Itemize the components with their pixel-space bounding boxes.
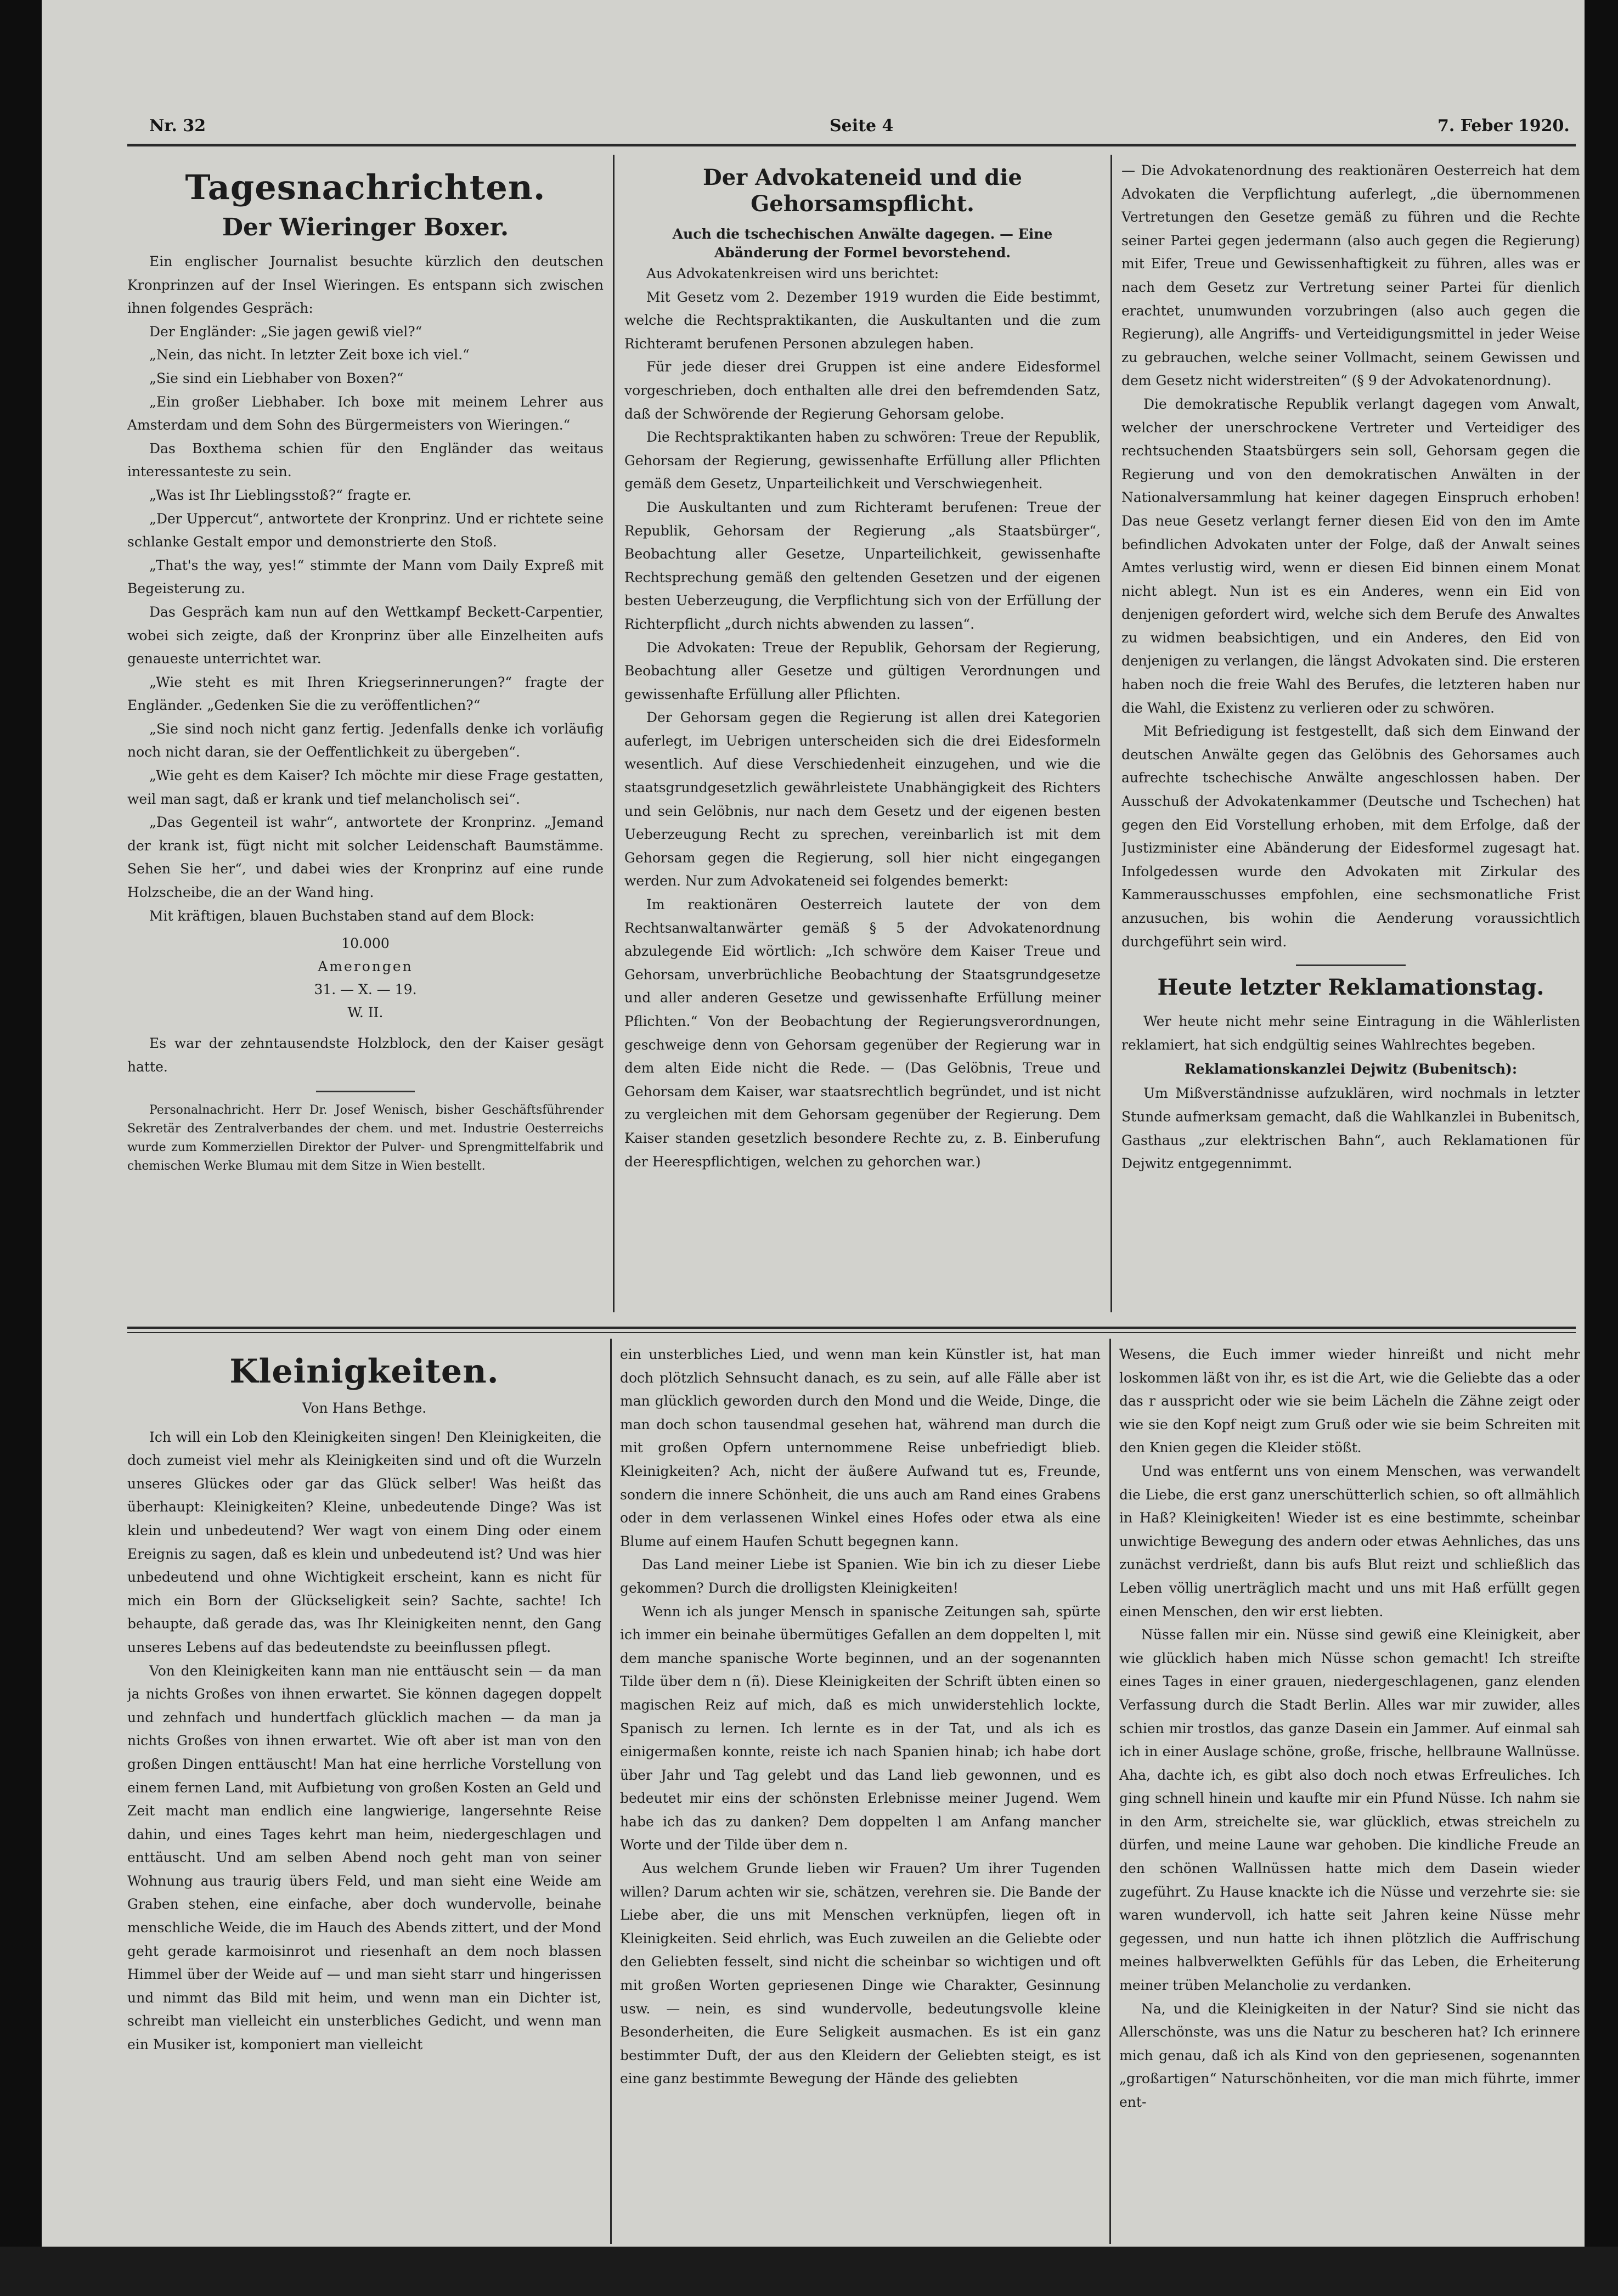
paragraph: Und was entfernt uns von einem Menschen, was verwandelt die Liebe, die erst ganz unerschütterlich schien, so oft allmählich in Haß? Kleinigkeiten! Wieder ist es eine bestimmte, scheinbar unwichtige Bewegung des andern oder etwas Aehnliches, das uns zunächst verdrießt, dann bis aufs Blut reizt und schließlich das Leben völlig unerträglich macht und uns mit Haß erfüllt gegen einen Menschen, den wir erst liebten. [1119, 1463, 1580, 1620]
paragraph: Mit Gesetz vom 2. Dezember 1919 wurden die Eide bestimmt, welche die Rechtspraktikanten, die Auskultanten und die zum Richteramt berufenen Personen abzulegen haben. [624, 289, 1101, 352]
divider [1296, 964, 1406, 966]
paragraph: Der Gehorsam gegen die Regierung ist allen drei Kategorien auferlegt, im Uebrigen unterscheiden sich die drei Eidesformeln wesentlich. Auf diese Verschiedenheit einzugehen, und wie die staatsgrundgesetzlich gewährleistete Unabhängigkeit des Richters und sein Gelöbnis, nur nach dem Gesetz und der eigenen besten Ueberzeugung Recht zu sprechen, vereinbarlich ist mit dem Gehorsam gegen die Regierung, soll hier nicht eingegangen werden. Nur zum Advokateneid sei folgendes bemerkt: [624, 709, 1101, 889]
paragraph: Von den Kleinigkeiten kann man nie enttäuscht sein — da man ja nichts Großes von ihnen erwartet. Sie können dagegen doppelt und zehnfach und hundertfach glücklich machen — da man ja nichts Großes von ihnen erwartet. Wie oft aber ist man von den großen Dingen enttäuscht! Man hat eine herrliche Vorstellung von einem fernen Land, mit Aufbietung von großen Kosten an Geld und Zeit macht man endlich eine langwierige, langersehnte Reise dahin, und eines Tages kehrt man heim, niedergeschlagen und enttäuscht. Und am selben Abend noch geht man von seiner Wohnung aus traurig übers Feld, und man sieht eine Weide am Graben stehen, eine einfache, aber doch wundervolle, beinahe menschliche Weide, die im Hauch des Abends zittert, und der Mond geht gerade karmoisinrot und riesenhaft an dem noch blassen Himmel über der Weide auf — und man sieht starr und hingerissen und nimmt das Bild mit heim, und wenn man ein Dichter ist, schreibt man vielleicht ein unsterbliches Gedicht, und wenn man ein Musiker ist, komponiert man vielleicht [127, 1662, 601, 2053]
paragraph: Ein englischer Journalist besuchte kürzlich den deutschen Kronprinzen auf der Insel Wieringen. Es entspann sich zwischen ihnen folgendes Gespräch: [127, 253, 604, 317]
page-number: Seite 4 [830, 116, 894, 136]
column-rule [1109, 1339, 1111, 2244]
paragraph: Aus Advokatenkreisen wird uns berichtet: [646, 266, 939, 281]
paragraph: „Das Gegenteil ist wahr“, antwortete der Kronprinz. „Jemand der krank ist, fügt nicht mit solcher Leidenschaft Baumstämme. Sehen Sie her“, und dabei wies der Kronprinz auf eine runde Holzscheibe, die an der Wand hing. [127, 814, 604, 901]
section-rule [127, 1332, 1576, 1333]
inscription-line: 31. — X. — 19. [314, 981, 417, 998]
paragraph: „Wie steht es mit Ihren Kriegserinnerungen?“ fragte der Engländer. „Gedenken Sie die zu veröffentlichen?“ [127, 674, 604, 714]
paragraph: Die Rechtspraktikanten haben zu schwören: Treue der Republik, Gehorsam der Regierung, gewissenhafte Erfüllung aller Pflichten gemäß dem Gesetz, Unparteilichkeit und Verschwiegenheit. [624, 429, 1101, 492]
scan-edge-left [0, 0, 42, 2296]
divider [316, 1091, 415, 1092]
paragraph: — Die Advokatenordnung des reaktionären Oesterreich hat dem Advokaten die Verpflichtung auferlegt, „die übernommenen Vertretungen den Gesetze gemäß zu führen und die Rechte seiner Partei gegen jedermann (also auch gegen die Regierung) mit Eifer, Treue und Gewissenhaftigkeit zu führen, alles was er nach dem Gesetz zur Vertretung seiner Partei für dienlich erachtet, unumwunden vorzubringen (also auch gegen die Regierung), alle Angriffs- und Verteidigungsmittel in jeder Weise zu gebrauchen, welche seiner Vollmacht, seinem Gewissen und dem Gesetz nicht widerstreiten“ (§ 9 der Advokatenordnung). [1121, 162, 1580, 389]
paragraph: „Der Uppercut“, antwortete der Kronprinz. Und er richtete seine schlanke Gestalt empor und demonstrierte den Stoß. [127, 510, 604, 550]
article-subtitle: Auch die tschechischen Anwälte dagegen. — Eine Abänderung der Formel bevorstehend. [672, 226, 1053, 261]
paragraph: Mit kräftigen, blauen Buchstaben stand auf dem Block: [149, 907, 535, 924]
paragraph: „Sie sind ein Liebhaber von Boxen?“ [149, 370, 404, 386]
article-title: Der Advokateneid und die Gehorsamspflicht. [703, 165, 1022, 217]
article-subtitle: Reklamationskanzlei Dejwitz (Bubenitsch): [1184, 1061, 1518, 1078]
paragraph: Das Gespräch kam nun auf den Wettkampf Beckett-Carpentier, wobei sich zeigte, daß der Kronprinz über alle Einzelheiten aufs genaueste unterrichtet war. [127, 603, 604, 667]
paragraph: „Was ist Ihr Lieblingsstoß?“ fragte er. [149, 487, 411, 503]
feuilleton-column [127, 1343, 601, 2243]
paragraph: Wer heute nicht mehr seine Eintragung in die Wählerlisten reklamiert, hat sich endgültig seines Wahlrechtes begeben. [1121, 1013, 1580, 1053]
paragraph: ein unsterbliches Lied, und wenn man kein Künstler ist, hat man doch plötzlich Sehnsucht danach, es zu sein, auf alle Fälle aber ist man glücklich geworden durch den Mond und die Weide, Dinge, die man doch schon tausendmal gesehen hat, während man durch die mit großen Opfern unternommene Reise unbefriedigt blieb. Kleinigkeiten? Ach, nicht der äußere Aufwand tut es, Freunde, sondern die innere Schönheit, die uns auch am Rand eines Grabens oder in dem verlassenen Winkel eines Hofes oder etwa als eine Blume auf einem Haufen Schutt begegnen kann. [620, 1346, 1101, 1549]
column-rule [1110, 155, 1112, 1312]
article-title: Der Wieringer Boxer. [222, 213, 509, 241]
paragraph: „Ein großer Liebhaber. Ich boxe mit meinem Lehrer aus Amsterdam und dem Sohn des Bürgermeisters von Wieringen.“ [127, 393, 604, 433]
feuilleton-column [620, 1343, 1101, 2243]
scan-edge-bottom [0, 2247, 1618, 2296]
column-continued [1121, 159, 1580, 1317]
paragraph: Die demokratische Republik verlangt dagegen vom Anwalt, welcher der unerschrockene Vertreter und Verteidiger des rechtsuchenden Staatsbürgers sein soll, Gehorsam gegen die Regierung und von den demokratischen Anwälten in der Nationalversammlung hat keiner dagegen Einspruch erhoben! Das neue Gesetz verlangt ferner diesen Eid von den im Amte befindlichen Advokaten unter der Folge, daß der Anwalt seines Amtes verlustig wird, wenn er diesen Eid binnen einem Monat nicht ablegt. Nun ist es ein Anderes, wenn ein Eid von denjenigen gefordert wird, welche sich dem Berufe des Anwaltes zu widmen beabsichtigen, und ein Anderes, den Eid von denjenigen zu verlangen, die längst Advokaten sind. Die ersteren haben noch die freie Wahl des Berufes, die letzteren haben nur die Wahl, die Existenz zu verlieren oder zu schwören. [1121, 396, 1580, 716]
issue-date: 7. Feber 1920. [1437, 116, 1570, 136]
scan-edge-right [1585, 0, 1618, 2296]
paragraph: Nüsse fallen mir ein. Nüsse sind gewiß eine Kleinigkeit, aber wie glücklich haben mich Nüsse schon gemacht! Ich streifte eines Tages in einer grauen, niedergeschlagenen, ganz elenden Verfassung durch die Stadt Berlin. Alles war mir zuwider, alles schien mir trostlos, das ganze Dasein ein Jammer. Auf einmal sah ich in einer Auslage schöne, große, frische, hellbraune Wallnüsse. Aha, dachte ich, es gibt also doch noch etwas Erfreuliches. Ich ging schnell hinein und kaufte mir ein Pfund Nüsse. Ich nahm sie in den Arm, streichelte sie, war glücklich, etwas streicheln zu dürfen, und meine Laune war gehoben. Die kindliche Freude an den schönen Wallnüssen hatte mich dem Dasein wieder zugeführt. Zu Hause knackte ich die Nüsse und verzehrte sie: sie waren wundervoll, ich hatte seit Jahren keine Nüsse mehr gegessen, und nun hatte ich ihnen plötzlich die Auffrischung meines halbverwelkten Gefühls für das Leben, die Erheiterung meiner trüben Melancholie zu verdanken. [1119, 1627, 1580, 1994]
paragraph: „Wie geht es dem Kaiser? Ich möchte mir diese Frage gestatten, weil man sagt, daß er krank und tief melancholisch sei“. [127, 768, 604, 807]
personal-notice: Personalnachricht. Herr Dr. Josef Wenisch, bisher Geschäftsführender Sekretär des Zentralverbandes der chem. und met. Industrie Oesterreichs wurde zum Kommerziellen Direktor der Pulver- und Sprengmittelfabrik und chemischen Werke Blumau mit dem Sitze in Wien bestellt. [127, 1103, 604, 1174]
feuilleton-column [1119, 1343, 1580, 2243]
paragraph: Für jede dieser drei Gruppen ist eine andere Eidesformel vorgeschrieben, doch enthalten alle drei den befremdenden Satz, daß der Schwörende der Regierung Gehorsam gelobe. [624, 359, 1101, 422]
article-title: Heute letzter Reklamationstag. [1157, 974, 1544, 1001]
paragraph: Aus welchem Grunde lieben wir Frauen? Um ihrer Tugenden willen? Darum achten wir sie, schätzen, verehren sie. Die Bande der Liebe aber, die uns mit Menschen verknüpfen, liegen oft in Kleinigkeiten. Seid ehrlich, was Euch zuweilen an die Geliebte oder den Geliebten fesselt, sind nicht die scheinbar so wichtigen und oft mit großen Worten gepriesenen Dinge wie Charakter, Gesinnung usw. — nein, es sind wundervolle, bedeutungsvolle kleine Besonderheiten, die Eure Seligkeit ausmachen. Es ist ein ganz bestimmter Duft, der aus den Kleidern der Geliebten steigt, es ist eine ganz bestimmte Bewegung der Hände des geliebten [620, 1860, 1101, 2087]
paragraph: Wesens, die Euch immer wieder hinreißt und nicht mehr loskommen läßt von ihr, es ist die Art, wie die Geliebte das a oder das r ausspricht oder wie sie beim Lächeln die Zähne zeigt oder wie sie den Kopf neigt zum Gruß oder wie sie beim Schreiten mit den Knien gegen die Kleider stößt. [1119, 1346, 1580, 1456]
block-inscription [127, 932, 604, 1024]
paragraph: Um Mißverständnisse aufzuklären, wird nochmals in letzter Stunde aufmerksam gemacht, daß die Wahlkanzlei in Bubenitsch, Gasthaus „zur elektrischen Bahn“, auch Reklamationen für Dejwitz entgegennimmt. [1121, 1085, 1580, 1172]
inscription-line: Amerongen [318, 958, 413, 975]
section-title: Tagesnachrichten. [185, 167, 546, 207]
section-rule [127, 1327, 1576, 1329]
paragraph: Das Land meiner Liebe ist Spanien. Wie bin ich zu dieser Liebe gekommen? Durch die drolligsten Kleinigkeiten! [620, 1556, 1101, 1596]
paragraph: Wenn ich als junger Mensch in spanische Zeitungen sah, spürte ich immer ein beinahe übermütiges Gefallen an dem doppelten l, mit dem manche spanische Worte beginnen, und an der sogenannten Tilde über dem n (ñ). Diese Kleinigkeiten der Schrift übten einen so magischen Reiz auf mich, daß es mich unwiderstehlich lockte, Spanisch zu lernen. Ich lernte es in der Tat, und als ich es einigermaßen konnte, reiste ich nach Spanien hinab; ich habe dort über Jahr und Tag gelebt und das Land lieb gewonnen, und es bedeutet mir eins der schönsten Erlebnisse meiner Jugend. Wem habe ich das zu danken? Dem doppelten l am Anfang mancher Worte und der Tilde über dem n. [620, 1603, 1101, 1853]
issue-number: Nr. 32 [149, 116, 206, 136]
paragraph: „Nein, das nicht. In letzter Zeit boxe ich viel.“ [149, 347, 470, 363]
paragraph: „That's the way, yes!“ stimmte der Mann vom Daily Expreß mit Begeisterung zu. [127, 557, 604, 597]
feuilleton-title: Kleinigkeiten. [229, 1352, 499, 1391]
paragraph: Ich will ein Lob den Kleinigkeiten singen! Den Kleinigkeiten, die doch zumeist viel mehr als Kleinigkeiten sind und oft die Wurzeln unseres Glückes oder gar das Glück selber! Was heißt das überhaupt: Kleinigkeiten? Kleine, unbedeutende Dinge? Was ist klein und unbedeutend? Wer wagt von einem Ding oder einem Ereignis zu sagen, daß es klein und unbedeutend ist? Und was hier unbedeutend und ohne Wichtigkeit erscheint, kann es nicht für mich ein Born der Glückseligkeit sein? Sachte, sachte! Ich behaupte, daß gerade das, was Ihr Kleinigkeiten nennt, den Gang unseres Lebens auf das bedeutendste zu beeinflussen pflegt. [127, 1429, 601, 1655]
column-tagesnachrichten [127, 159, 604, 1317]
paragraph: Die Advokaten: Treue der Republik, Gehorsam der Regierung, Beobachtung aller Gesetze und gültigen Verordnungen und gewissenhafte Erfüllung aller Pflichten. [624, 639, 1101, 702]
column-rule [613, 155, 614, 1312]
column-advokateneid [624, 159, 1101, 1317]
header-rule [127, 144, 1576, 146]
paragraph: Mit Befriedigung ist festgestellt, daß sich dem Einwand der deutschen Anwälte gegen das Gelöbnis des Gehorsames auch aufrechte tschechische Anwälte angeschlossen haben. Der Ausschuß der Advokatenkammer (Deutsche und Tschechen) hat gegen den Eid Vorstellung erhoben, mit dem Erfolge, daß der Justizminister eine Abänderung der Eidesformel zugesagt hat. Infolgedessen wurde den Advokaten mit Zirkular des Kammerausschusses empfohlen, eine sechsmonatliche Frist anzusuchen, bis wohin die Aenderung voraussichtlich durchgeführt sein wird. [1121, 723, 1580, 950]
inscription-line: 10.000 [341, 935, 390, 952]
inscription-line: W. II. [347, 1005, 384, 1021]
column-rule [610, 1339, 612, 2244]
paragraph: Der Engländer: „Sie jagen gewiß viel?“ [149, 323, 422, 340]
paragraph: Die Auskultanten und zum Richteramt berufenen: Treue der Republik, Gehorsam der Regierung „als Staatsbürger“, Beobachtung aller Gesetze, Unparteilichkeit, gewissenhafte Rechtsprechung gemäß den geltenden Gesetzen und der eigenen besten Ueberzeugung, die Verpflichtung sich von der Erfüllung der Richterpflicht „durch nichts abwenden zu lassen“. [624, 499, 1101, 632]
byline: Von Hans Bethge. [302, 1400, 427, 1416]
paragraph: „Sie sind noch nicht ganz fertig. Jedenfalls denke ich vorläufig noch nicht daran, sie der Oeffentlichkeit zu übergeben“. [127, 720, 604, 760]
paragraph: Das Boxthema schien für den Engländer das weitaus interessanteste zu sein. [127, 440, 604, 480]
paragraph: Es war der zehntausendste Holzblock, den der Kaiser gesägt hatte. [127, 1035, 604, 1075]
paragraph: Na, und die Kleinigkeiten in der Natur? Sind sie nicht das Allerschönste, was uns die Natur zu bescheren hat? Ich erinnere mich genau, daß ich als Kind von den gepriesenen, sogenannten „großartigen“ Naturschönheiten, vor die man mich führte, immer ent- [1119, 2000, 1580, 2110]
paragraph: Im reaktionären Oesterreich lautete der von dem Rechtsanwaltanwärter gemäß § 5 der Advokatenordnung abzulegende Eid wörtlich: „Ich schwöre dem Kaiser Treue und Gehorsam, unverbrüchliche Beobachtung der Staatsgrundgesetze und aller anderen Gesetze und gewissenhafte Erfüllung meiner Pflichten.“ Von der Beobachtung der Regierungsverordnungen, geschweige denn von Gehorsam gegenüber der Regierung war in dem alten Eide nicht die Rede. — (Das Gelöbnis, Treue und Gehorsam dem Kaiser, war staatsrechtlich begründet, und ist nicht zu vergleichen mit dem Gehorsam gegenüber der Regierung. Dem Kaiser standen gesetzlich besondere Rechte zu, z. B. Einberufung der Heerespflichtigen, welchen zu gehorchen war.) [624, 896, 1101, 1170]
